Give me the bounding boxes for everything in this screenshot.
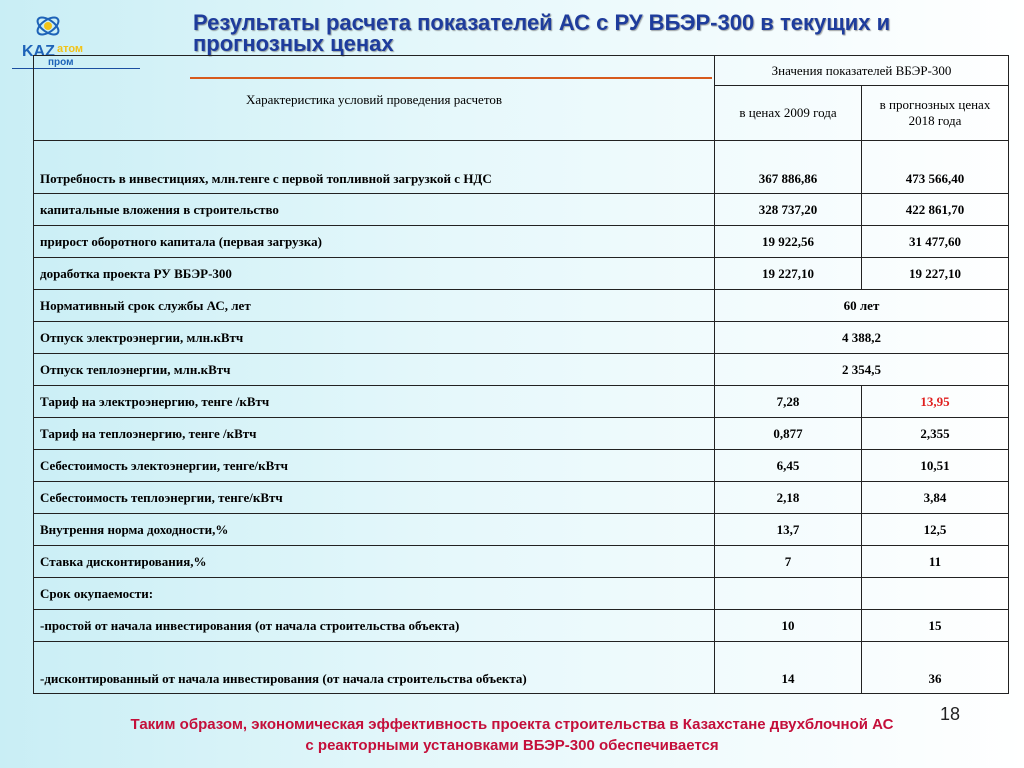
table-row — [34, 610, 1009, 642]
row-label: прирост оборотного капитала (первая загрузка) — [34, 226, 715, 258]
value-2018 — [862, 578, 1009, 610]
value-2018: 422 861,70 — [862, 194, 1009, 226]
conclusion-text — [20, 714, 1004, 756]
value-2018: 3,84 — [862, 482, 1009, 514]
row-label: Внутрення норма доходности,% — [34, 514, 715, 546]
row-label: Тариф на электроэнергию, тенге /кВтч — [34, 386, 715, 418]
row-value-merged: 60 лет — [715, 290, 1009, 322]
value-2009: 367 886,86 — [715, 141, 862, 194]
logo-text-side: атом — [57, 43, 84, 55]
value-2018: 12,5 — [862, 514, 1009, 546]
table-row — [34, 290, 1009, 322]
value-2009: 13,7 — [715, 514, 862, 546]
results-table — [33, 55, 1009, 694]
row-label: Нормативный срок службы АС, лет — [34, 290, 715, 322]
value-2018: 11 — [862, 546, 1009, 578]
table-row — [34, 482, 1009, 514]
value-2009: 19 922,56 — [715, 226, 862, 258]
table-row — [34, 546, 1009, 578]
conclusion-line-1: Таким образом, экономическая эффективность проекта строительства в Казахстане двухблочной АС — [130, 716, 894, 733]
value-2018: 19 227,10 — [862, 258, 1009, 290]
value-2009: 6,45 — [715, 450, 862, 482]
value-2009: 7,28 — [715, 386, 862, 418]
header-col-2018: в прогнозных ценах 2018 года — [862, 86, 1009, 141]
row-label: Отпуск электроэнергии, млн.кВтч — [34, 322, 715, 354]
row-label: Отпуск теплоэнергии, млн.кВтч — [34, 354, 715, 386]
value-2009: 14 — [715, 642, 862, 694]
conclusion-line-2: с реакторными установками ВБЭР-300 обеспечивается — [305, 737, 719, 754]
page-number: 18 — [940, 704, 961, 724]
row-label: -дисконтированный от начала инвестирования (от начала строительства объекта) — [34, 642, 715, 694]
value-2018: 10,51 — [862, 450, 1009, 482]
value-2009 — [715, 578, 862, 610]
value-2018: 2,355 — [862, 418, 1009, 450]
table-row — [34, 514, 1009, 546]
row-label: Срок окупаемости: — [34, 578, 715, 610]
value-2009: 2,18 — [715, 482, 862, 514]
header-col-2009: в ценах 2009 года — [715, 86, 862, 141]
row-label: Себестоимость электоэнергии, тенге/кВтч — [34, 450, 715, 482]
row-label: -простой от начала инвестирования (от начала строительства объекта) — [34, 610, 715, 642]
table-row — [34, 226, 1009, 258]
row-label: Тариф на теплоэнергию, тенге /кВтч — [34, 418, 715, 450]
value-2009: 19 227,10 — [715, 258, 862, 290]
logo-text-top: KAZ — [22, 43, 55, 60]
value-2018: 15 — [862, 610, 1009, 642]
table-row — [34, 258, 1009, 290]
table-row — [34, 418, 1009, 450]
value-2018: 473 566,40 — [862, 141, 1009, 194]
slide-title: Результаты расчета показателей АС с РУ ВБЭР-300 в текущих и прогнозных ценах — [193, 10, 891, 56]
table-row — [34, 386, 1009, 418]
row-value-merged: 4 388,2 — [715, 322, 1009, 354]
row-value-merged: 2 354,5 — [715, 354, 1009, 386]
table-row — [34, 194, 1009, 226]
row-label: Себестоимость теплоэнергии, тенге/кВтч — [34, 482, 715, 514]
row-label: Потребность в инвестициях, млн.тенге с первой топливной загрузкой с НДС — [34, 141, 715, 194]
value-2009: 10 — [715, 610, 862, 642]
table-row — [34, 141, 1009, 194]
value-2018: 31 477,60 — [862, 226, 1009, 258]
atom-emblem-icon — [35, 14, 62, 38]
row-label: капитальные вложения в строительство — [34, 194, 715, 226]
logo-text-bottom: пром — [48, 57, 74, 68]
header-characteristic: Характеристика условий проведения расчетов — [34, 56, 715, 141]
value-2018: 13,95 — [862, 386, 1009, 418]
value-2009: 0,877 — [715, 418, 862, 450]
table-row — [34, 642, 1009, 694]
value-2009: 328 737,20 — [715, 194, 862, 226]
table-row — [34, 354, 1009, 386]
value-2018: 36 — [862, 642, 1009, 694]
table-row — [34, 450, 1009, 482]
header-values: Значения показателей ВБЭР-300 — [715, 56, 1009, 86]
table-row — [34, 578, 1009, 610]
value-2009: 7 — [715, 546, 862, 578]
row-label: Ставка дисконтирования,% — [34, 546, 715, 578]
row-label: доработка проекта РУ ВБЭР-300 — [34, 258, 715, 290]
table-row — [34, 322, 1009, 354]
